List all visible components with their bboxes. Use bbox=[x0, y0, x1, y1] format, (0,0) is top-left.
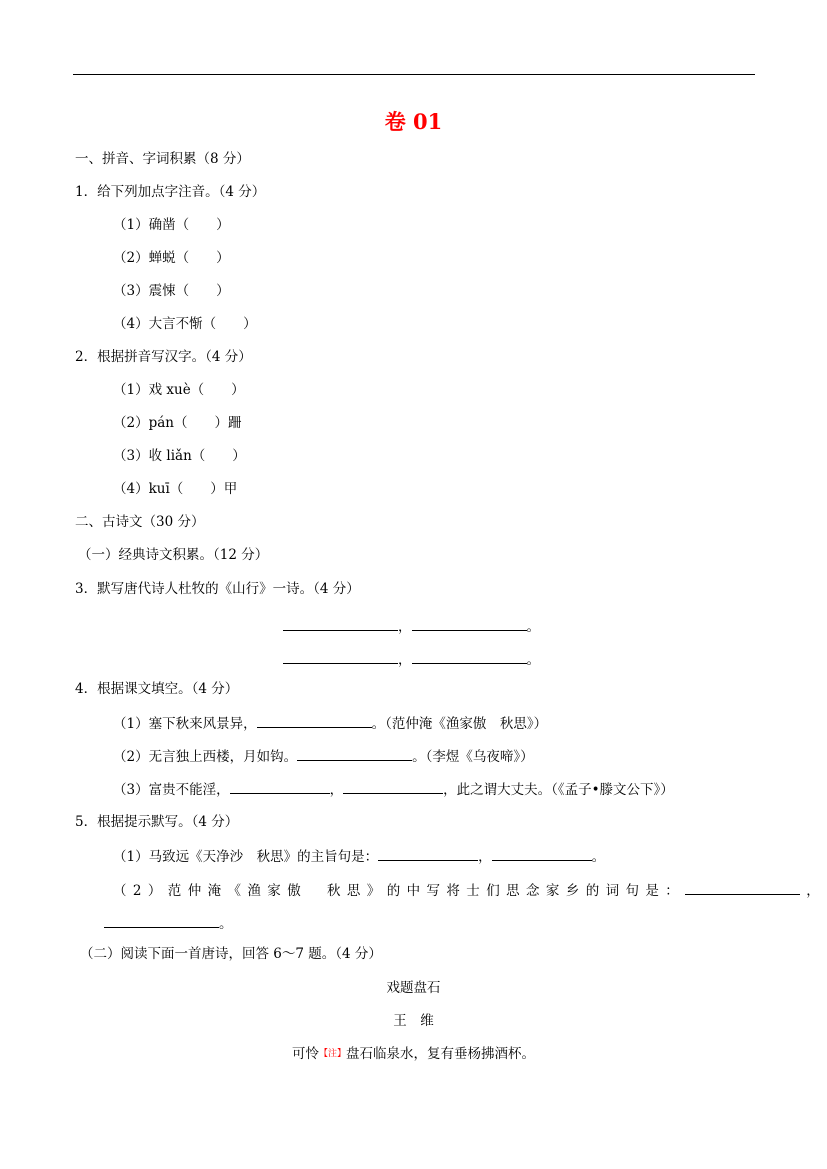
question-4-item: （2）无言独上西楼，月如钩。 。（李煜《乌夜啼》） bbox=[113, 746, 534, 766]
answer-blank[interactable] bbox=[297, 746, 412, 761]
answer-blank[interactable] bbox=[492, 846, 592, 861]
question-4-prompt: 4．根据课文填空。（4 分） bbox=[75, 681, 239, 697]
answer-blank[interactable] bbox=[412, 649, 527, 664]
subsection-heading-2: （二）阅读下面一首唐诗，回答 6～7 题。（4 分） bbox=[80, 946, 382, 962]
page-title: 卷 01 bbox=[384, 109, 443, 134]
question-5-item-cont: 。 bbox=[104, 913, 233, 933]
question-4-item: （3）富贵不能淫， ， ，此之谓大丈夫。（《孟子•滕文公下》） bbox=[113, 779, 674, 799]
question-5-item: （2）范仲淹《渔家傲 秋思》的中写将士们思念家乡的词句是： ， bbox=[113, 880, 820, 900]
answer-blank[interactable] bbox=[685, 880, 800, 895]
answer-blank[interactable] bbox=[378, 846, 478, 861]
poem-title: 戏题盘石 bbox=[386, 980, 441, 996]
question-2-item: （3）收 liǎn（ ） bbox=[113, 448, 246, 464]
question-4-item: （1）塞下秋来风景异， 。（范仲淹《渔家傲 秋思》） bbox=[113, 713, 547, 733]
question-1-item: （4）大言不惭（ ） bbox=[113, 316, 257, 332]
question-1-item: （3）震悚（ ） bbox=[113, 283, 230, 299]
question-5-prompt: 5．根据提示默写。（4 分） bbox=[75, 814, 239, 830]
question-2-item: （2）pán（ ）跚 bbox=[113, 415, 242, 431]
answer-blank[interactable] bbox=[283, 649, 398, 664]
answer-blank[interactable] bbox=[343, 779, 443, 794]
answer-blank[interactable] bbox=[230, 779, 330, 794]
poem-author: 王 维 bbox=[393, 1013, 434, 1029]
question-3-prompt: 3．默写唐代诗人杜牧的《山行》一诗。（4 分） bbox=[75, 581, 360, 597]
question-2-item: （4）kuī（ ）甲 bbox=[113, 481, 238, 497]
poem-line: 可怜【注】盘石临泉水，复有垂杨拂酒杯。 bbox=[291, 1046, 535, 1062]
question-1-prompt: 1．给下列加点字注音。（4 分） bbox=[75, 184, 266, 200]
answer-blank[interactable] bbox=[283, 616, 398, 631]
annotation-marker: 【注】 bbox=[318, 1049, 346, 1059]
question-5-item: （1）马致远《天净沙 秋思》的主旨句是： ， 。 bbox=[113, 846, 605, 866]
header-rule bbox=[73, 74, 755, 75]
question-1-item: （1）确凿（ ） bbox=[113, 217, 230, 233]
answer-blank[interactable] bbox=[257, 713, 372, 728]
answer-blank[interactable] bbox=[104, 913, 219, 928]
poem-fill-line: ， 。 bbox=[283, 649, 540, 669]
answer-blank[interactable] bbox=[412, 616, 527, 631]
section-heading-2: 二、古诗文（30 分） bbox=[75, 514, 205, 530]
question-2-prompt: 2．根据拼音写汉字。（4 分） bbox=[75, 349, 252, 365]
question-1-item: （2）蝉蜕（ ） bbox=[113, 250, 230, 266]
subsection-heading-1: （一）经典诗文积累。（12 分） bbox=[78, 547, 269, 563]
section-heading-1: 一、拼音、字词积累（8 分） bbox=[75, 151, 250, 167]
poem-fill-line: ， 。 bbox=[283, 616, 540, 636]
question-2-item: （1）戏 xuè（ ） bbox=[113, 382, 245, 398]
